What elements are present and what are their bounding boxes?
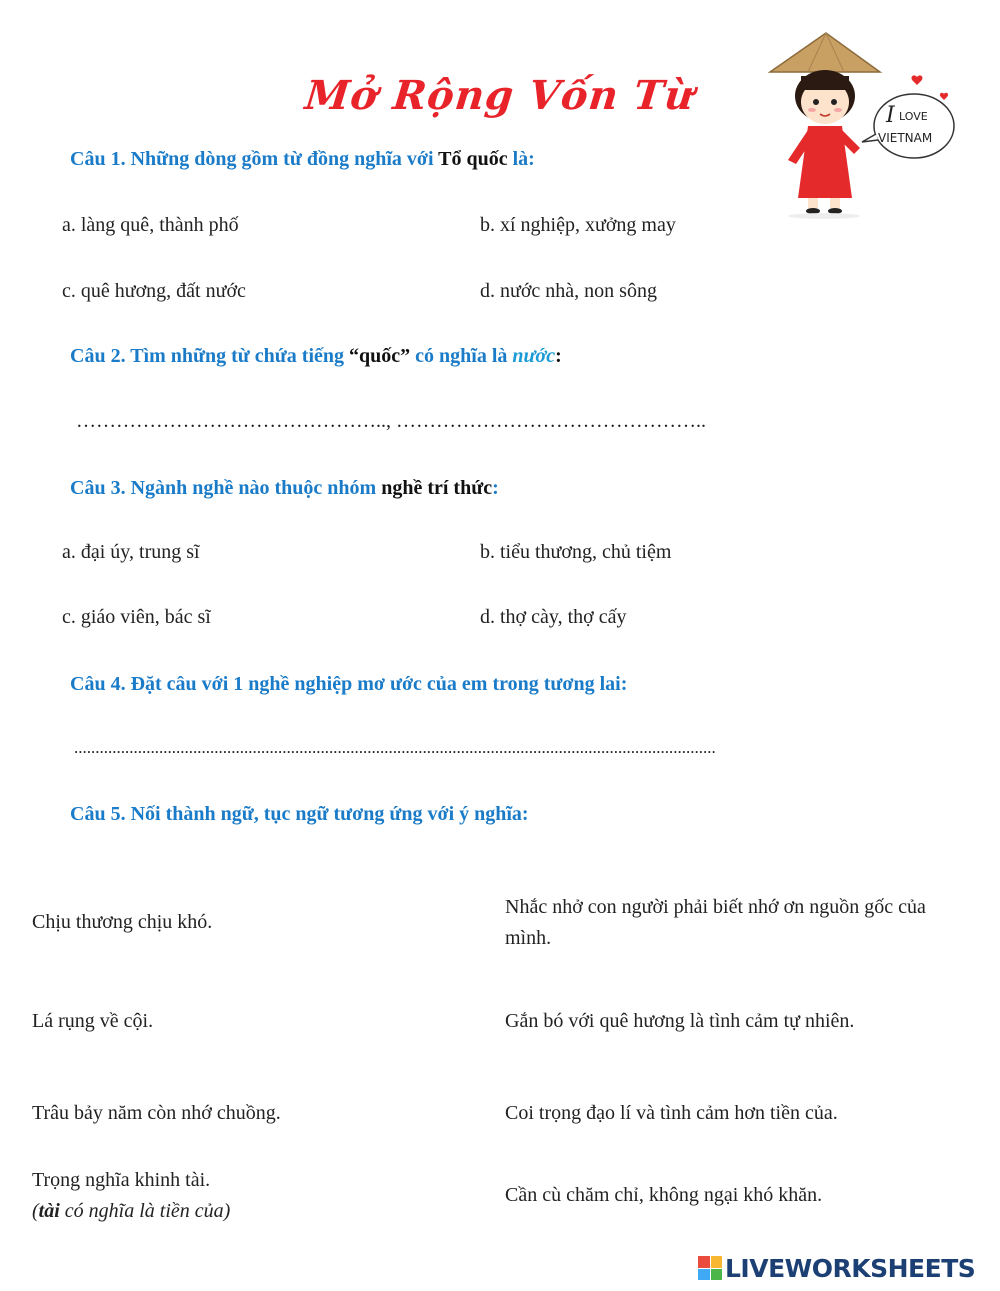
match-left-4[interactable] <box>32 1165 472 1227</box>
q4-answer-line[interactable]: ....................................................................................................................................................... <box>74 738 716 757</box>
match-left-2[interactable]: Lá rụng về cội. <box>32 1010 154 1032</box>
q3-option-d[interactable]: d. thợ cày, thợ cấy <box>480 606 627 628</box>
question-4: Câu 4. Đặt câu với 1 nghề nghiệp mơ ước của em trong tương lai: <box>70 673 628 695</box>
q3-option-b[interactable]: b. tiểu thương, chủ tiệm <box>480 541 672 563</box>
q1-option-a[interactable]: a. làng quê, thành phố <box>62 214 239 236</box>
question-2-prefix: Câu 2. Tìm những từ chứa tiếng <box>70 345 350 367</box>
question-2-middle: có nghĩa là <box>410 345 513 367</box>
q1-option-b[interactable]: b. xí nghiệp, xưởng may <box>480 214 676 236</box>
match-right-4[interactable]: Cần cù chăm chỉ, không ngại khó khăn. <box>505 1184 823 1206</box>
question-1 <box>70 148 535 171</box>
q3-option-c[interactable]: c. giáo viên, bác sĩ <box>62 606 211 628</box>
match-right-3[interactable]: Coi trọng đạo lí và tình cảm hơn tiền của. <box>505 1102 838 1124</box>
question-3-keyword: nghề trí thức <box>381 477 493 499</box>
heart-icon <box>912 75 923 85</box>
q1-option-c[interactable]: c. quê hương, đất nước <box>62 280 246 302</box>
match-right-1[interactable]: Nhắc nhở con người phải biết nhớ ơn nguồn gốc của mình. <box>505 896 926 949</box>
match-right-2[interactable]: Gắn bó với quê hương là tình cảm tự nhiên. <box>505 1010 855 1032</box>
question-1-suffix: là: <box>507 148 535 170</box>
question-3-suffix: : <box>492 477 499 499</box>
question-2-meaning: nước <box>512 345 556 367</box>
bubble-letter: I <box>886 103 895 128</box>
question-2-keyword: “quốc” <box>349 345 411 367</box>
match-left-1[interactable]: Chịu thương chịu khó. <box>32 911 213 933</box>
q1-option-d[interactable]: d. nước nhà, non sông <box>480 280 657 302</box>
liveworksheets-icon <box>698 1256 722 1280</box>
match-left-4-note: (tài có nghĩa là tiền của) <box>32 1200 231 1222</box>
question-2-suffix: : <box>555 345 562 367</box>
heart-icon <box>940 93 948 100</box>
match-left-4-text: Trọng nghĩa khinh tài. <box>32 1169 211 1191</box>
brand-name: LIVEWORKSHEETS <box>725 1253 976 1283</box>
match-left-3[interactable]: Trâu bảy năm còn nhớ chuồng. <box>32 1102 281 1124</box>
question-1-prefix: Câu 1. Những dòng gồm từ đồng nghĩa với <box>70 148 439 170</box>
worksheet-title: Mở Rộng Vốn Từ <box>302 72 698 119</box>
q3-option-a[interactable]: a. đại úy, trung sĩ <box>62 541 200 563</box>
question-3-prefix: Câu 3. Ngành nghề nào thuộc nhóm <box>70 477 382 499</box>
vietnamese-girl-icon <box>768 30 958 220</box>
question-2 <box>70 345 562 368</box>
q2-answer-line[interactable]: ……………………………………….., ……………………………………….. <box>76 410 706 432</box>
bubble-vietnam: VIETNAM <box>878 131 933 145</box>
question-1-keyword: Tổ quốc <box>438 148 508 170</box>
note-keyword: tài <box>38 1200 60 1222</box>
bubble-love: LOVE <box>899 110 928 123</box>
question-5: Câu 5. Nối thành ngữ, tục ngữ tương ứng với ý nghĩa: <box>70 803 529 825</box>
question-3 <box>70 477 499 500</box>
liveworksheets-logo <box>698 1253 975 1283</box>
